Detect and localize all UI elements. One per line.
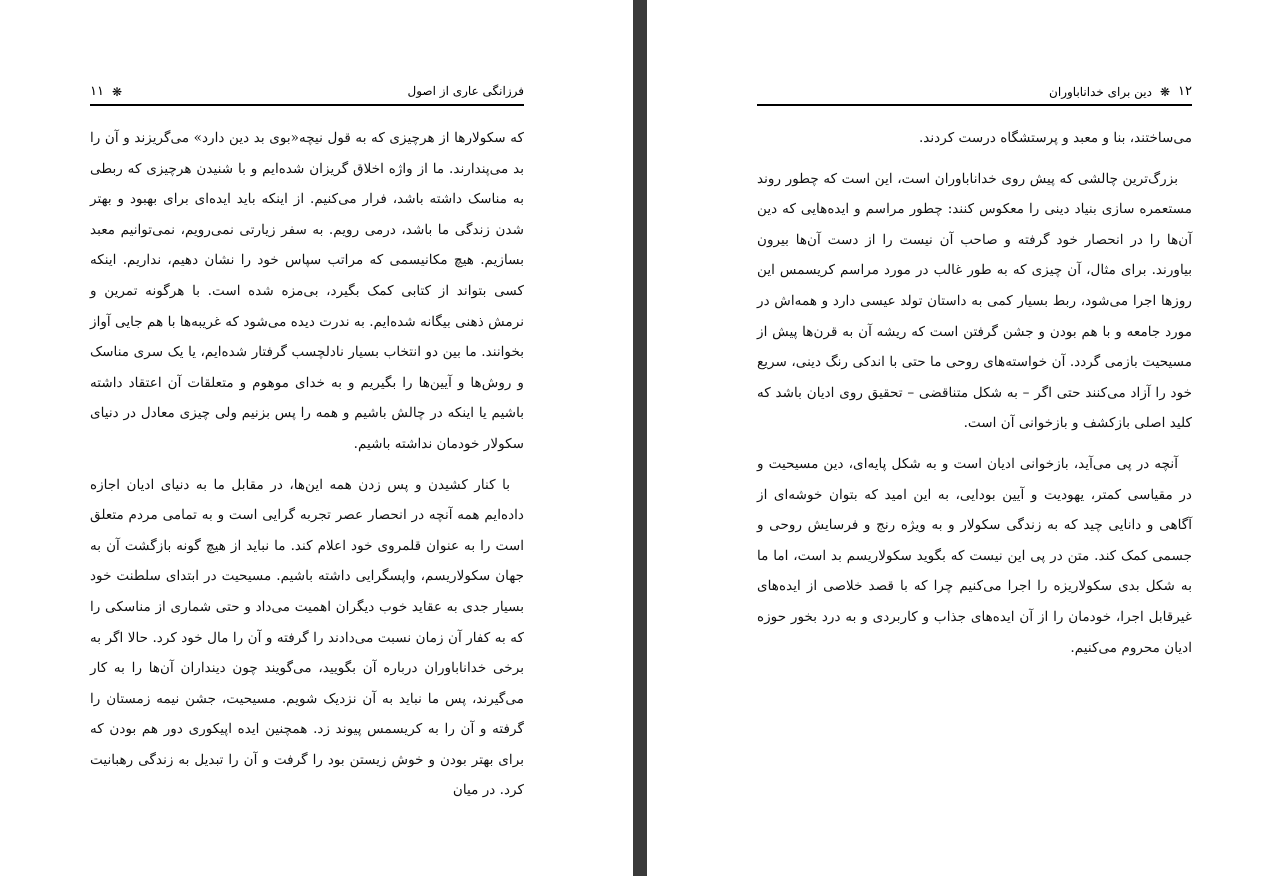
book-gutter [633,0,647,876]
paragraph: می‌ساختند، بنا و معبد و پرستشگاه درست کردند. [918,130,1192,146]
right-header-title-group [1049,84,1192,99]
left-header-number-group [90,84,122,99]
right-body-text [757,123,1192,673]
header-ornament-icon: ❋ [111,84,123,99]
right-header-title: دین برای خداناباوران [1049,84,1152,99]
left-page [0,0,633,876]
paragraph: بزرگ‌ترین چالشی که پیش روی خداناباوران است، این است که چطور روند مستعمره سازی بنیاد دینی را معکوس کنند: چطور مراسم و ایده‌هایی که دین آن‌ها را در انحصار خود گرفته و صاحب آن نیست را از دست آن‌ها بیرون بیاورند. برای مثال، آن چیزی که به طور غالب در مورد مراسم کریسمس این روزها اجرا می‌شود، ربط بسیار کمی به داستان تولد عیسی دارد و همه‌اش در مورد جامعه و با هم بودن و جشن گرفتن است که ریشه آن به قرن‌ها پیش از مسیحیت بازمی گردد. آن خواسته‌های روحی ما حتی با اندکی رنگ دینی، سریع خود را آزاد می‌کنند حتی اگر – به شکل متناقضی – تحقیق روی ادیان باشد که کلید اصلی بازکشف و بازخوانی آن است. [757,170,1192,432]
paragraph: با کنار کشیدن و پس زدن همه این‌ها، در مقابل ما به دنیای ادیان اجازه داده‌ایم همه آنچه در انحصار عصر تجربه گرایی است و به تمامی مردم متعلق است را به عنوان قلمروی خود اعلام کند. ما نباید از هیچ گونه بازگشت آن به جهان سکولاریسم، واپسگرایی داشته باشیم. مسیحیت در ابتدای سلطنت خود بسیار جدی به عقاید خوب دیگران اهمیت می‌داد و حتی شماری از مناسکی را که به کفار آن زمان نسبت می‌دادند را گرفته و آن را مال خود کرد. حالا اگر به برخی خداناباوران درباره آن بگویید، می‌گویند چون دینداران آن‌ها را به کار می‌گیرند، پس ما نباید به آن نزدیک شویم. مسیحیت، جشن نیمه زمستان را گرفته و آن را به کریسمس پیوند زد. همچنین ایده اپیکوری دور هم بودن که برای بهتر بودن و خوش زیستن بود را گرفت و آن را تبدیل به زندگی رهبانیت کرد. در میان [90,476,524,799]
left-header-title: فرزانگی عاری از اصول [407,84,524,98]
right-page [647,0,1282,876]
left-header-title-group [408,84,524,98]
left-page-header [90,84,524,106]
right-page-number: ۱۲ [1178,84,1192,99]
paragraph: که سکولارها از هرچیزی که به قول نیچه«بوی بد دین دارد» می‌گریزند و آن را بد می‌پندارند. ما از واژه اخلاق گریزان شده‌ایم و با شنیدن هرچیزی که ربطی به مناسک داشته باشد، فرار می‌کنیم. از اینکه باید ایده‌ای برای بهبود و بهتر شدن زندگی ما باشد، درمی رویم. به سفر زیارتی نمی‌رویم، نمی‌توانیم معبد بسازیم. هیچ مکانیسمی که مراتب سپاس خود را نشان دهیم، نداریم. اینکه کسی بتواند از کتابی کمک بگیرد، بی‌مزه شده است. با هرگونه تمرین و نرمش ذهنی بیگانه شده‌ایم. به ندرت دیده می‌شود که غریبه‌ها با هم جایی آواز بخوانند. ما بین دو انتخاب بسیار نادلچسب گرفتار شده‌ایم، یا یک سری مناسک و روش‌ها و آیین‌ها را بگیریم و به خدای موهوم و متعلقات آن اعتقاد داشته باشیم یا اینکه در چالش باشیم و همه را پس بزنیم ولی چیزی معادل در دنیای سکولار خودمان نداشته باشیم. [90,130,524,452]
left-body-text [90,123,524,816]
left-page-number: ۱۱ [90,84,104,99]
paragraph: آنچه در پی می‌آید، بازخوانی ادیان است و به شکل پایه‌ای، دین مسیحیت و در مقیاسی کمتر، یهودیت و آیین بودایی، به این امید که بتوان خوشه‌ای از آگاهی و دانایی چید که به زندگی سکولار و به ویژه رنج و فرسایش روحی و جسمی کمک کند. متن در پی این نیست که بگوید سکولاریسم بد است، اما ما به شکل بدی سکولاریزه را اجرا می‌کنیم چرا که با قصد خلاصی از ایده‌های غیرقابل اجرا، خودمان را از آن ایده‌های جذاب و کاربردی و به درد بخور حوزه ادیان محروم می‌کنیم. [757,455,1192,656]
header-ornament-icon: ❋ [1159,84,1171,99]
right-page-header [757,84,1192,106]
